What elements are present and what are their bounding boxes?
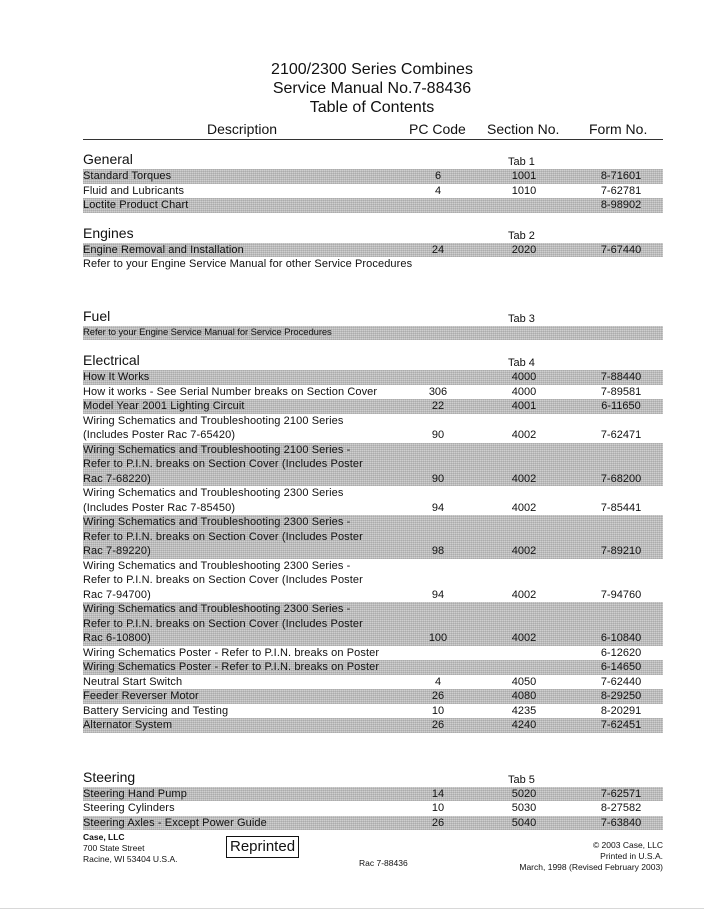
row-section-no: 4002: [511, 472, 537, 485]
title-block: [0, 60, 704, 117]
toc-row: [83, 257, 663, 272]
toc-row: [83, 816, 663, 831]
row-pc-code: 10: [431, 704, 445, 717]
toc-row: [83, 718, 663, 733]
toc-section: [83, 733, 663, 831]
toc-row: [83, 646, 663, 661]
row-description: Wiring Schematics and Troubleshooting 2100 Series (Includes Poster Rac 7-65420): [83, 414, 344, 441]
row-description: Wiring Schematics Poster - Refer to P.I.N. breaks on Poster: [83, 661, 380, 673]
row-description: Wiring Schematics and Troubleshooting 2300 Series - Refer to P.I.N. breaks on Section Cover (Includes Poster Rac 7-89220): [83, 516, 363, 557]
toc-row: [83, 414, 663, 443]
row-form-no: 7-89581: [600, 385, 642, 398]
footer-date: March, 1998 (Revised February 2003): [519, 862, 663, 872]
footer-doc-code: Rac 7-88436: [359, 858, 408, 868]
row-description: Refer to your Engine Service Manual for Service Procedures: [83, 326, 332, 338]
row-section-no: 4050: [511, 675, 537, 688]
toc-row: [83, 787, 663, 802]
title-line-2: Service Manual No.7-88436: [272, 80, 472, 97]
row-description: Steering Axles - Except Power Guide: [83, 816, 267, 829]
row-form-no: 7-67440: [600, 243, 642, 256]
row-description: Fluid and Lubricants: [83, 184, 185, 197]
footer-copyright: © 2003 Case, LLC: [592, 840, 663, 850]
section-tab: Tab 4: [508, 357, 535, 369]
row-form-no: 6-12620: [600, 646, 642, 659]
toc-row: [83, 675, 663, 690]
row-section-no: 5040: [511, 816, 537, 829]
row-form-no: 7-85441: [600, 501, 642, 514]
row-description: Alternator System: [83, 719, 173, 731]
footer-address-line-2: Racine, WI 53404 U.S.A.: [83, 854, 178, 864]
column-header-row: [83, 121, 663, 140]
row-form-no: 7-62571: [600, 787, 642, 800]
row-pc-code: 26: [431, 719, 445, 731]
row-section-no: 4080: [511, 690, 537, 702]
row-pc-code: 4: [434, 184, 442, 197]
section-tab: Tab 2: [508, 229, 535, 242]
row-section-no: 4000: [511, 371, 537, 383]
toc-row: [83, 385, 663, 400]
row-form-no: 7-88440: [600, 371, 642, 383]
row-pc-code: 14: [431, 787, 445, 800]
header-description: Description: [207, 121, 278, 137]
section-heading: [83, 147, 663, 169]
row-section-no: 4235: [511, 704, 537, 717]
row-form-no: 7-62440: [600, 675, 642, 688]
row-pc-code: 100: [428, 632, 448, 644]
toc-row: [83, 515, 663, 559]
toc-row: [83, 399, 663, 414]
row-description: Neutral Start Switch: [83, 675, 183, 688]
title-line-3: Table of Contents: [309, 99, 435, 116]
row-section-no: 5020: [511, 787, 537, 800]
section-tab: Tab 1: [508, 156, 535, 168]
row-description: Wiring Schematics and Troubleshooting 2300 Series - Refer to P.I.N. breaks on Section Cover (Includes Poster Rac 6-10800): [83, 603, 363, 644]
section-spacer: [83, 733, 663, 757]
row-pc-code: 26: [431, 690, 445, 702]
section-name: General: [83, 151, 133, 167]
row-section-no: 1010: [511, 184, 537, 197]
toc-section: [83, 221, 663, 272]
section-heading: [83, 304, 663, 326]
header-pc-code: PC Code: [409, 121, 466, 137]
header-form-no: Form No.: [589, 121, 648, 137]
toc-row: [83, 801, 663, 816]
row-pc-code: 94: [431, 501, 445, 514]
row-section-no: 1001: [511, 170, 537, 182]
row-description: Feeder Reverser Motor: [83, 690, 199, 702]
row-description: Refer to your Engine Service Manual for other Service Procedures: [83, 258, 413, 270]
toc-row: [83, 184, 663, 199]
row-section-no: 4002: [511, 429, 537, 441]
toc-row: [83, 660, 663, 675]
row-section-no: 2020: [511, 243, 537, 256]
row-description: Battery Servicing and Testing: [83, 704, 229, 717]
footer-address-line-1: 700 State Street: [83, 843, 145, 853]
page-bottom-divider: [0, 908, 704, 909]
toc-content: [83, 147, 663, 830]
row-section-no: 4002: [511, 545, 537, 557]
row-form-no: 7-62781: [600, 184, 642, 197]
footer: [83, 832, 663, 872]
row-section-no: 5030: [511, 802, 537, 814]
row-form-no: 8-71601: [600, 170, 642, 182]
toc-row: [83, 704, 663, 719]
row-form-no: 6-10840: [600, 632, 642, 644]
row-form-no: 8-29250: [600, 690, 642, 702]
section-tab: Tab 3: [508, 312, 535, 325]
row-description: Wiring Schematics and Troubleshooting 2300 Series (Includes Poster Rac 7-85450): [83, 487, 344, 514]
toc-row: [83, 443, 663, 487]
section-spacer: [83, 272, 663, 296]
row-pc-code: 6: [434, 170, 442, 182]
section-heading: [83, 348, 663, 370]
footer-copyright-block: [519, 840, 663, 873]
toc-row: [83, 602, 663, 646]
reprinted-stamp: Reprinted: [226, 836, 299, 858]
row-pc-code: 90: [431, 472, 445, 485]
toc-row: [83, 198, 663, 213]
row-section-no: 4002: [511, 501, 537, 514]
header-section-no: Section No.: [487, 121, 560, 137]
row-description: Wiring Schematics and Troubleshooting 2300 Series - Refer to P.I.N. breaks on Section Cover (Includes Poster Rac 7-94700): [83, 559, 363, 601]
row-description: Model Year 2001 Lighting Circuit: [83, 400, 245, 412]
row-pc-code: 10: [431, 802, 445, 814]
row-form-no: 7-89210: [600, 545, 642, 557]
row-section-no: 4002: [511, 632, 537, 644]
row-pc-code: 26: [431, 816, 445, 829]
row-form-no: 7-94760: [600, 588, 642, 601]
section-name: Engines: [83, 224, 134, 241]
row-section-no: 4000: [511, 385, 537, 398]
toc-row: [83, 169, 663, 184]
row-form-no: 7-68200: [600, 472, 642, 485]
row-form-no: 7-62451: [600, 719, 642, 731]
row-pc-code: 22: [431, 400, 445, 412]
section-heading: [83, 765, 663, 787]
row-description: Wiring Schematics Poster - Refer to P.I.N. breaks on Poster: [83, 646, 380, 659]
row-pc-code: 4: [434, 675, 442, 688]
section-name: Electrical: [83, 352, 140, 368]
toc-row: [83, 326, 663, 341]
row-section-no: 4002: [511, 588, 537, 601]
toc-section: [83, 147, 663, 213]
footer-address: [83, 832, 178, 865]
section-tab: Tab 5: [508, 773, 535, 786]
row-form-no: 7-63840: [600, 816, 642, 829]
footer-company: Case, LLC: [83, 832, 125, 842]
row-form-no: 8-27582: [600, 802, 642, 814]
row-form-no: 7-62471: [600, 429, 642, 441]
row-description: Steering Hand Pump: [83, 787, 187, 800]
row-form-no: 6-11650: [601, 400, 641, 412]
row-pc-code: 24: [431, 243, 445, 256]
row-section-no: 4001: [511, 400, 537, 412]
row-pc-code: 94: [431, 588, 445, 601]
footer-printed: Printed in U.S.A.: [600, 851, 663, 861]
section-name: Fuel: [83, 307, 111, 324]
toc-section: [83, 348, 663, 733]
toc-row: [83, 486, 663, 515]
row-description: Engine Removal and Installation: [83, 243, 244, 256]
title-line-1: 2100/2300 Series Combines: [271, 61, 473, 78]
row-pc-code: 90: [431, 429, 445, 441]
toc-section: [83, 272, 663, 341]
toc-row: [83, 689, 663, 704]
row-form-no: 6-14650: [600, 661, 642, 673]
section-heading: [83, 221, 663, 243]
toc-row: [83, 559, 663, 603]
section-name: Steering: [83, 768, 136, 785]
toc-row: [83, 243, 663, 258]
row-description: How It Works: [83, 371, 150, 383]
toc-row: [83, 370, 663, 385]
row-description: Wiring Schematics and Troubleshooting 2100 Series - Refer to P.I.N. breaks on Section Cover (Includes Poster Rac 7-68220): [83, 443, 363, 485]
row-pc-code: 306: [428, 385, 448, 398]
row-form-no: 8-98902: [600, 199, 642, 211]
row-section-no: 4240: [511, 719, 537, 731]
row-description: Steering Cylinders: [83, 802, 175, 814]
row-form-no: 8-20291: [600, 704, 642, 717]
row-pc-code: 98: [431, 545, 445, 557]
row-description: Loctite Product Chart: [83, 199, 189, 211]
row-description: How it works - See Serial Number breaks on Section Cover: [83, 385, 378, 398]
row-description: Standard Torques: [83, 170, 172, 182]
